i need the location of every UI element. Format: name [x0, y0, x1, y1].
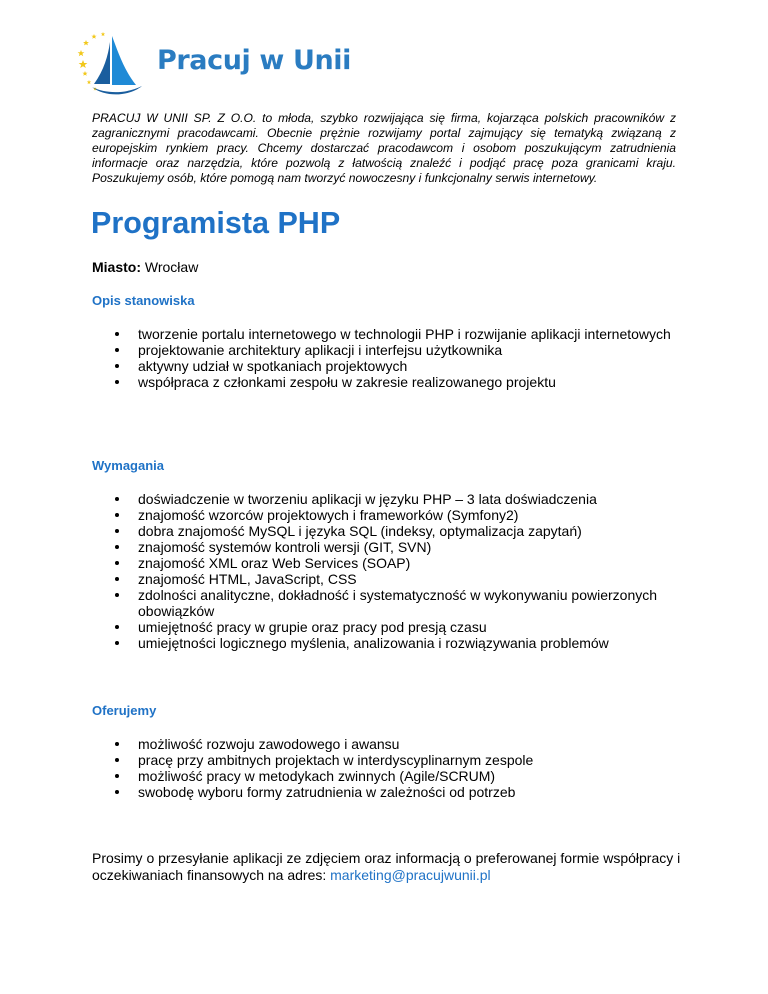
list-item: znajomość XML oraz Web Services (SOAP)	[138, 555, 678, 571]
sailboat-stars-logo-icon	[74, 30, 150, 100]
list-item: znajomość wzorców projektowych i frameworków (Symfony2)	[138, 507, 678, 523]
application-instructions	[92, 850, 692, 884]
list-item: pracę przy ambitnych projektach w interdyscyplinarnym zespole	[138, 752, 678, 768]
list-item: współpraca z członkami zespołu w zakresie realizowanego projektu	[138, 374, 678, 390]
list-item: zdolności analityczne, dokładność i systematyczność w wykonywaniu powierzonych obowiązków	[138, 587, 678, 619]
list-item: aktywny udział w spotkaniach projektowych	[138, 358, 678, 374]
description-heading: Opis stanowiska	[92, 293, 195, 308]
list-item: możliwość rozwoju zawodowego i awansu	[138, 736, 678, 752]
offer-heading: Oferujemy	[92, 703, 157, 718]
list-item: tworzenie portalu internetowego w technologii PHP i rozwijanie aplikacji internetowych	[138, 326, 678, 342]
list-item: dobra znajomość MySQL i języka SQL (indeksy, optymalizacja zapytań)	[138, 523, 678, 539]
list-item: projektowanie architektury aplikacji i interfejsu użytkownika	[138, 342, 678, 358]
city-label: Miasto:	[92, 259, 141, 275]
list-item: znajomość systemów kontroli wersji (GIT, SVN)	[138, 539, 678, 555]
requirements-list	[138, 491, 678, 651]
description-list	[138, 326, 678, 390]
job-title: Programista PHP	[91, 206, 341, 240]
list-item: doświadczenie w tworzeniu aplikacji w języku PHP – 3 lata doświadczenia	[138, 491, 678, 507]
job-city	[92, 259, 198, 275]
requirements-heading: Wymagania	[92, 458, 165, 473]
city-value: Wrocław	[144, 259, 199, 275]
list-item: możliwość pracy w metodykach zwinnych (Agile/SCRUM)	[138, 768, 678, 784]
offer-list	[138, 736, 678, 800]
logo-wordmark: Pracuj w Unii	[157, 45, 352, 76]
company-logo	[74, 30, 352, 100]
list-item: umiejętności logicznego myślenia, analizowania i rozwiązywania problemów	[138, 635, 678, 651]
contact-email-link[interactable]: marketing@pracujwunii.pl	[330, 867, 491, 883]
list-item: znajomość HTML, JavaScript, CSS	[138, 571, 678, 587]
list-item: swobodę wyboru formy zatrudnienia w zależności od potrzeb	[138, 784, 678, 800]
list-item: umiejętność pracy w grupie oraz pracy pod presją czasu	[138, 619, 678, 635]
application-text: Prosimy o przesyłanie aplikacji ze zdjęciem oraz informacją o preferowanej formie współpracy i oczekiwaniach finansowych na adres:	[92, 850, 681, 883]
company-intro: PRACUJ W UNII SP. Z O.O. to młoda, szybko rozwijająca się firma, kojarząca polskich pracowników z zagranicznymi pracodawcami. Obecnie prężnie rozwijamy portal zajmujący się tematyką związaną z europejskim rynkiem pracy. Chcemy dostarczać pracodawcom i osobom poszukującym zatrudnienia informacje oraz narzędzia, które pozwolą z łatwością znaleźć i podjąć pracę poza granicami kraju. Poszukujemy osób, które pomogą nam tworzyć nowoczesny i funkcjonalny serwis internetowy.	[92, 111, 676, 185]
